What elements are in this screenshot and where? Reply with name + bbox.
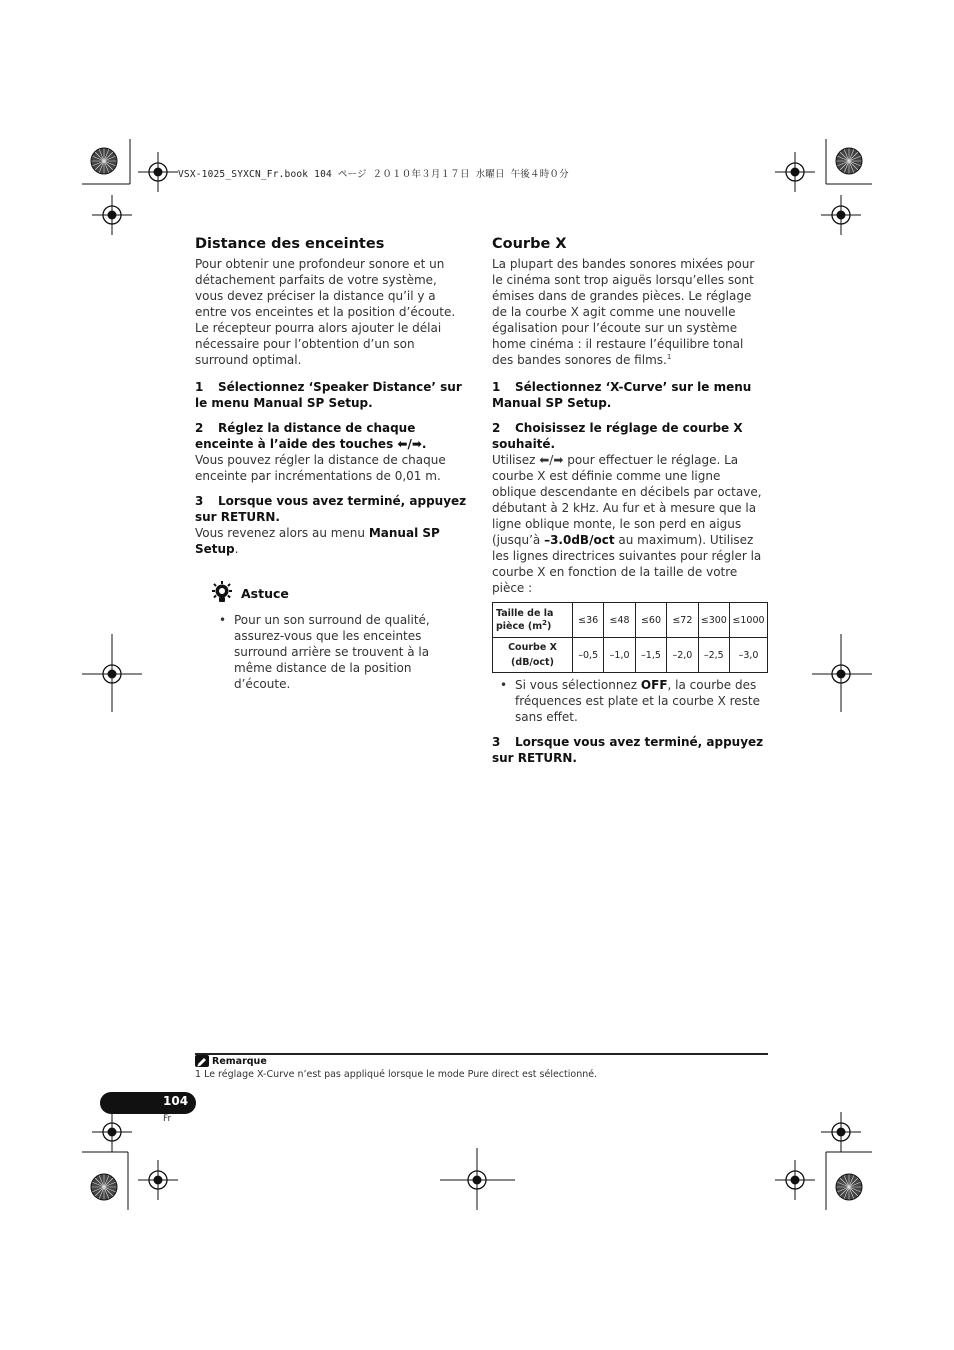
pencil-note-icon — [195, 1055, 209, 1067]
table-row — [493, 603, 768, 638]
row-header-x-curve — [493, 638, 573, 673]
table-cell: –2,5 — [698, 638, 729, 673]
bullet: • — [500, 678, 508, 692]
table-cell: –2,0 — [667, 638, 698, 673]
registration-mark-top-right — [775, 152, 815, 192]
row-header-text: Taille de la pièce (m — [496, 608, 554, 632]
page-number: 104 — [163, 1094, 189, 1108]
tip-title: Astuce — [241, 585, 289, 601]
registration-mark-top-left — [138, 152, 178, 192]
list-item — [492, 677, 768, 725]
section-title-distance: Distance des enceintes — [195, 236, 385, 252]
table-cell: –3,0 — [730, 638, 768, 673]
registration-star-top-right — [836, 148, 862, 174]
registration-star-top-left — [91, 148, 117, 174]
step-1 — [492, 379, 768, 411]
bullet-list — [492, 677, 768, 725]
note-divider — [195, 1053, 768, 1055]
step-2-body — [492, 452, 768, 596]
note-header — [195, 1055, 267, 1067]
step-text: Lorsque vous avez terminé, appuyez sur RETURN. — [492, 735, 764, 765]
superscript: 2 — [542, 618, 547, 627]
bullet-text-end: , la courbe des fréquences est plate et la courbe X reste sans effet. — [515, 678, 761, 724]
step-2-body: Vous pouvez régler la distance de chaque enceinte par incrémentations de 0,01 m. — [195, 453, 446, 483]
row-header-text: Courbe X — [508, 642, 557, 653]
step-text: Choisissez le réglage de courbe X souhaité. — [492, 421, 743, 451]
section-speaker-distance — [195, 236, 467, 692]
tip-box — [211, 581, 467, 692]
step-number: 3 — [492, 735, 501, 749]
registration-mark-bottom-left-upper — [92, 1112, 132, 1152]
table-cell: ≤36 — [573, 603, 604, 638]
registration-mark-bottom-right-upper — [821, 1112, 861, 1152]
table-cell: ≤48 — [604, 603, 635, 638]
section-title-x-curve: Courbe X — [492, 236, 567, 252]
bullet-text: Si vous sélectionnez — [515, 678, 641, 692]
intro-paragraph: Pour obtenir une profondeur sonore et un détachement parfaits de votre système, vous devez préciser la distance qu’il y a entre vos enceintes et la position d’écoute. Le récepteur pourra alors ajouter le délai nécessaire pour l’obtention d’un son surround optimal. — [195, 257, 456, 367]
table-cell: –1,0 — [604, 638, 635, 673]
row-header-end: ) — [547, 621, 552, 632]
tip-text: Pour un son surround de qualité, assurez-vous que les enceintes surround arrière se trouvent à la même distance de la position d’écoute. — [234, 613, 430, 691]
footnote-text: 1 Le réglage X-Curve n’est pas appliqué lorsque le mode Pure direct est sélectionné. — [195, 1069, 598, 1080]
tip-item — [211, 612, 467, 692]
print-header-line: VSX-1025_SYXCN_Fr.book 104 ページ ２０１０年３月１７日 水曜日 午後４時０分 — [178, 169, 569, 180]
page-language: Fr — [163, 1114, 172, 1124]
tip-header — [211, 581, 467, 605]
step-1 — [195, 379, 467, 411]
registration-mark-top-left-lower — [92, 195, 132, 235]
step-2 — [195, 420, 467, 452]
tip-list — [211, 612, 467, 692]
step-number: 1 — [492, 380, 501, 394]
intro-text: La plupart des bandes sonores mixées pour le cinéma sont trop aiguës lorsqu’elles sont émises dans de grandes pièces. Le réglage de la courbe X agit comme une nouvelle égalisation pour l’écoute sur un système home cinéma : il restaure l’équilibre tonal des bandes sonores de films. — [492, 257, 755, 367]
step-text: Sélectionnez ‘X-Curve’ sur le menu Manual SP Setup. — [492, 380, 752, 410]
step-2-body-end: au maximum). Utilisez les lignes directrices suivantes pour régler la courbe X en fonction de la taille de votre pièce : — [492, 533, 762, 595]
step-2-body-text: Utilisez ⬅/➡ pour effectuer le réglage. La courbe X est définie comme une ligne oblique descendante en décibels par octave, débutant à 2 kHz. Au fur et à mesure que la ligne oblique monte, le son perd en aigus (jusqu’à — [492, 453, 762, 547]
max-value: –3.0dB/oct — [544, 533, 615, 547]
menu-name: Manual SP Setup — [195, 526, 440, 556]
table-cell: ≤72 — [667, 603, 698, 638]
registration-mark-top-right-lower — [821, 195, 861, 235]
step-number: 3 — [195, 494, 204, 508]
table-cell: ≤300 — [698, 603, 729, 638]
step-3 — [195, 493, 467, 525]
registration-mark-bottom-right — [775, 1160, 815, 1200]
row-header-unit: (dB/oct) — [511, 657, 554, 668]
step-text: Sélectionnez ‘Speaker Distance’ sur le menu Manual SP Setup. — [195, 380, 462, 410]
step-2 — [492, 420, 768, 452]
row-header-room-size — [493, 603, 573, 638]
note-title: Remarque — [212, 1055, 267, 1067]
step-number: 2 — [492, 421, 501, 435]
table-cell: ≤1000 — [730, 603, 768, 638]
bullet: • — [219, 613, 227, 627]
step-3-body — [195, 525, 467, 557]
step-3-body-end: . — [234, 542, 239, 556]
table-row — [493, 638, 768, 673]
table-cell: –0,5 — [573, 638, 604, 673]
footnote-ref: 1 — [666, 353, 672, 361]
table-cell: –1,5 — [635, 638, 666, 673]
lightbulb-icon — [211, 581, 233, 605]
intro-paragraph — [492, 256, 768, 368]
registration-star-bottom-right — [836, 1174, 862, 1200]
step-number: 2 — [195, 421, 204, 435]
step-3 — [492, 734, 768, 766]
step-text: Réglez la distance de chaque enceinte à l’aide des touches ⬅/➡. — [195, 421, 427, 451]
section-x-curve — [492, 236, 768, 766]
table-cell: ≤60 — [635, 603, 666, 638]
step-text: Lorsque vous avez terminé, appuyez sur RETURN. — [195, 494, 467, 524]
step-number: 1 — [195, 380, 204, 394]
off-setting: OFF — [640, 678, 668, 692]
registration-mark-bottom-left — [138, 1160, 178, 1200]
step-3-body-text: Vous revenez alors au menu — [195, 526, 369, 540]
x-curve-table — [492, 602, 768, 673]
registration-star-bottom-left — [91, 1174, 117, 1200]
